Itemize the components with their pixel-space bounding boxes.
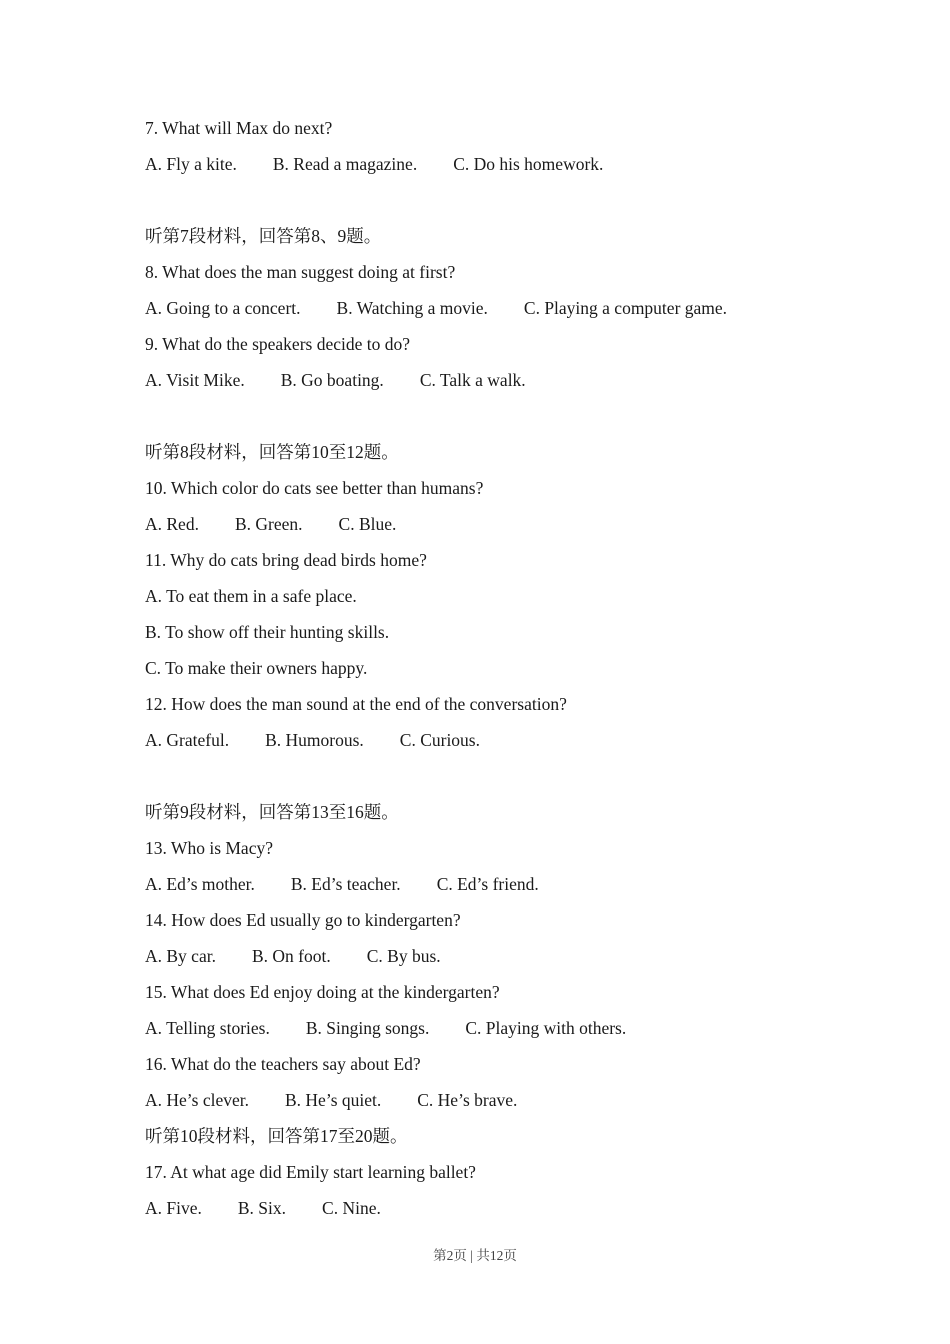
answer-option: B. Ed’s teacher. (290, 874, 401, 894)
question-text: A. To eat them in a safe place. (145, 586, 357, 606)
answer-option: B. Humorous. (265, 730, 364, 750)
option-line (145, 1010, 890, 1046)
answer-option: C. Playing with others. (465, 1018, 627, 1038)
answer-option: A. By car. (145, 946, 216, 966)
question-text: 9. What do the speakers decide to do? (145, 334, 411, 354)
answer-option: B. Go boating. (280, 370, 384, 390)
question-text: 15. What does Ed enjoy doing at the kindergarten? (145, 982, 500, 1002)
answer-option: B. On foot. (251, 946, 331, 966)
blank-line (145, 758, 890, 794)
section-header: 听第7段材料，回答第8、9题。 (145, 226, 382, 246)
question-text: 12. How does the man sound at the end of the conversation? (145, 694, 567, 714)
answer-option: C. Do his homework. (453, 154, 604, 174)
section-header: 听第8段材料，回答第10至12题。 (145, 442, 399, 462)
answer-option: B. Watching a movie. (336, 298, 488, 318)
answer-option: A. Fly a kite. (145, 154, 237, 174)
answer-option: B. Green. (234, 514, 303, 534)
answer-option: C. Curious. (399, 730, 480, 750)
option-line (145, 506, 890, 542)
answer-option: C. He’s brave. (417, 1090, 518, 1110)
answer-option: A. Visit Mike. (145, 370, 245, 390)
blank-line (145, 182, 890, 218)
question-text: 10. Which color do cats see better than humans? (145, 478, 484, 498)
exam-body (145, 110, 890, 1226)
answer-option: C. Talk a walk. (419, 370, 526, 390)
answer-option: C. Blue. (338, 514, 397, 534)
answer-option: A. Grateful. (145, 730, 230, 750)
option-line (145, 146, 890, 182)
option-line (145, 290, 890, 326)
question-text: 14. How does Ed usually go to kindergarten? (145, 910, 461, 930)
answer-option: C. Playing a computer game. (523, 298, 728, 318)
question-text: C. To make their owners happy. (145, 658, 368, 678)
answer-option: C. By bus. (366, 946, 441, 966)
answer-option: A. Five. (145, 1198, 202, 1218)
option-line (145, 938, 890, 974)
option-line (145, 362, 890, 398)
question-text: 17. At what age did Emily start learning ballet? (145, 1162, 476, 1182)
answer-option: A. He’s clever. (145, 1090, 249, 1110)
question-text: B. To show off their hunting skills. (145, 622, 390, 642)
option-line (145, 1190, 890, 1226)
question-text: 7. What will Max do next? (145, 118, 333, 138)
option-line (145, 866, 890, 902)
page-number: 第2页 | 共12页 (433, 1248, 517, 1263)
section-header: 听第9段材料，回答第13至16题。 (145, 802, 399, 822)
option-line (145, 722, 890, 758)
question-text: 11. Why do cats bring dead birds home? (145, 550, 427, 570)
answer-option: B. He’s quiet. (285, 1090, 382, 1110)
answer-option: A. Ed’s mother. (145, 874, 255, 894)
answer-option: B. Six. (237, 1198, 287, 1218)
question-text: 13. Who is Macy? (145, 838, 273, 858)
answer-option: B. Singing songs. (305, 1018, 430, 1038)
answer-option: C. Ed’s friend. (436, 874, 539, 894)
answer-option: A. Going to a concert. (145, 298, 301, 318)
answer-option: A. Telling stories. (145, 1018, 270, 1038)
section-header: 听第10段材料，回答第17至20题。 (145, 1126, 408, 1146)
answer-option: A. Red. (145, 514, 199, 534)
answer-option: C. Nine. (322, 1198, 381, 1218)
option-line (145, 1082, 890, 1118)
page-footer (0, 1244, 950, 1264)
question-text: 16. What do the teachers say about Ed? (145, 1054, 421, 1074)
blank-line (145, 398, 890, 434)
answer-option: B. Read a magazine. (272, 154, 418, 174)
question-text: 8. What does the man suggest doing at first? (145, 262, 456, 282)
